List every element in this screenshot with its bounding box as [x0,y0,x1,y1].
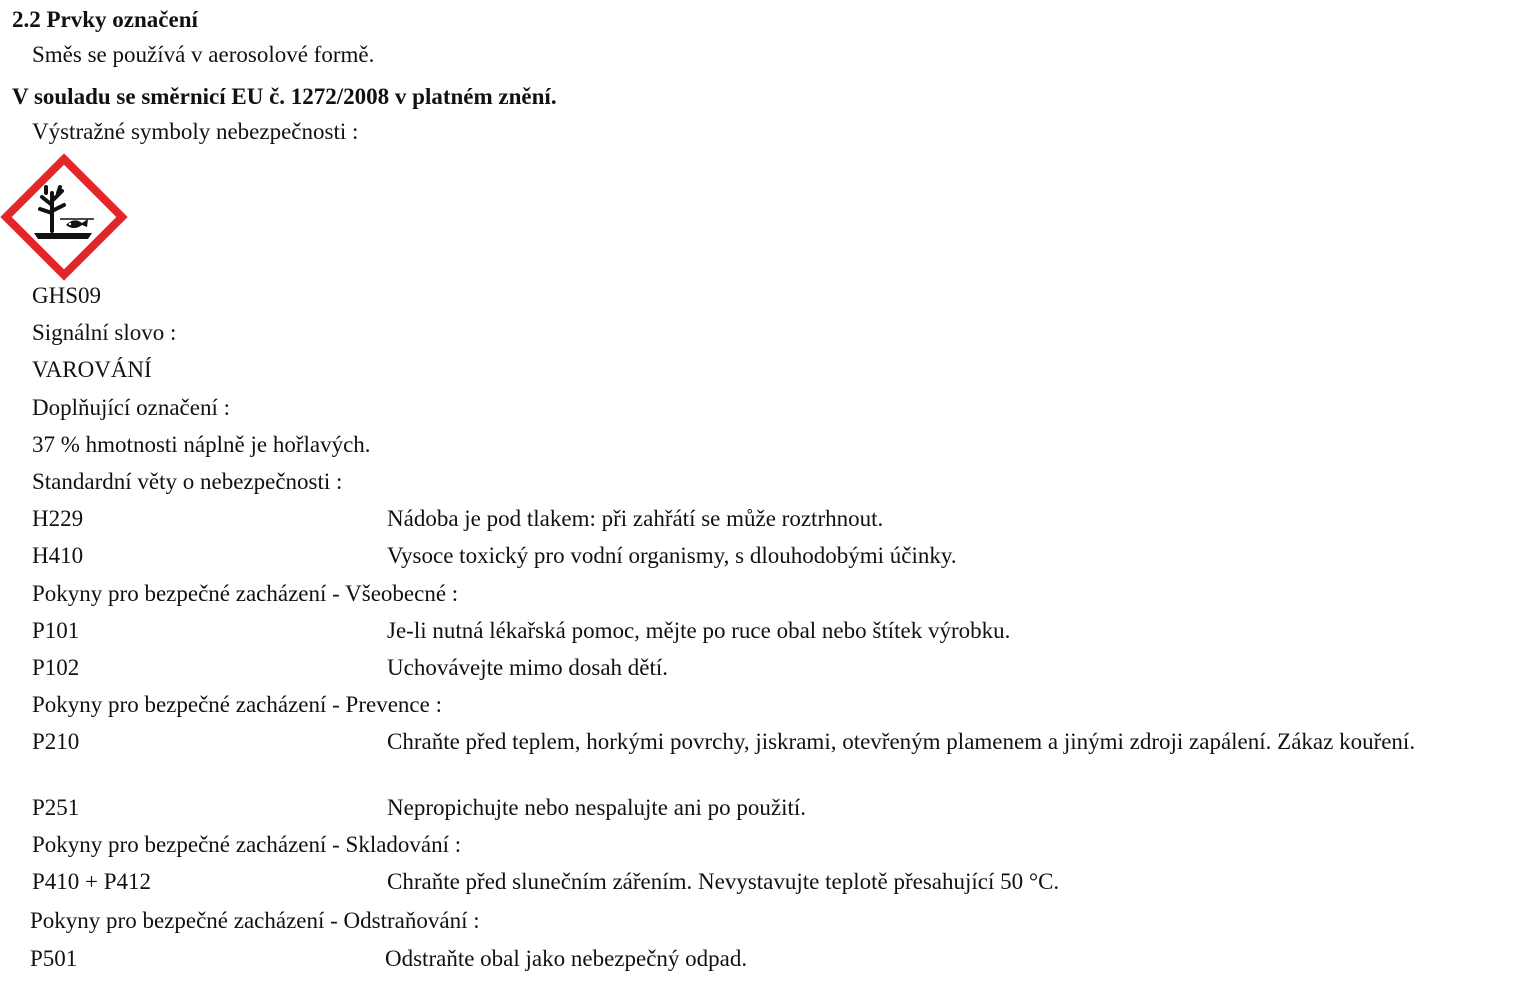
statement-text: Uchovávejte mimo dosah dětí. [387,655,669,680]
statement-text: Vysoce toxický pro vodní organismy, s dlouhodobými účinky. [387,543,957,568]
supplementary-value: 37 % hmotnosti náplně je hořlavých. [32,432,371,457]
hazard-symbols-label: Výstražné symboly nebezpečnosti : [32,119,359,144]
statement-text: Odstraňte obal jako nebezpečný odpad. [385,946,748,971]
statement-code: P101 [32,618,80,643]
statement-code: P501 [30,946,78,971]
precaution-general-label: Pokyny pro bezpečné zacházení - Všeobecné : [32,581,459,606]
section-intro: Směs se používá v aerosolové formě. [32,42,375,67]
statement-text: Chraňte před teplem, horkými povrchy, jiskrami, otevřeným plamenem a jinými zdroji zapálení. Zákaz kouření. [387,729,1416,754]
statement-text: Je-li nutná lékařská pomoc, mějte po ruce obal nebo štítek výrobku. [387,618,1011,643]
statement-code: H410 [32,543,84,568]
hazard-statements-label: Standardní věty o nebezpečnosti : [32,469,343,494]
signal-word-value: VAROVÁNÍ [32,357,152,382]
ghs09-environment-icon [0,153,128,281]
statement-code: P251 [32,795,80,820]
signal-word-label: Signální slovo : [32,320,177,345]
statement-text: Chraňte před slunečním zářením. Nevystavujte teplotě přesahující 50 °C. [387,869,1060,894]
precaution-disposal-label: Pokyny pro bezpečné zacházení - Odstraňování : [30,908,480,933]
statement-code: H229 [32,506,84,531]
statement-code: P210 [32,729,80,754]
statement-code: P102 [32,655,80,680]
regulation-heading: V souladu se směrnicí EU č. 1272/2008 v platném znění. [12,84,557,109]
precaution-storage-label: Pokyny pro bezpečné zacházení - Skladování : [32,832,462,857]
section-heading: 2.2 Prvky označení [12,7,198,32]
statement-text: Nádoba je pod tlakem: při zahřátí se může roztrhnout. [387,506,884,531]
ghs-code: GHS09 [32,283,102,308]
statement-code: P410 + P412 [32,869,152,894]
statement-text: Nepropichujte nebo nespalujte ani po použití. [387,795,806,820]
precaution-prevention-label: Pokyny pro bezpečné zacházení - Prevence : [32,692,442,717]
supplementary-label: Doplňující označení : [32,395,230,420]
